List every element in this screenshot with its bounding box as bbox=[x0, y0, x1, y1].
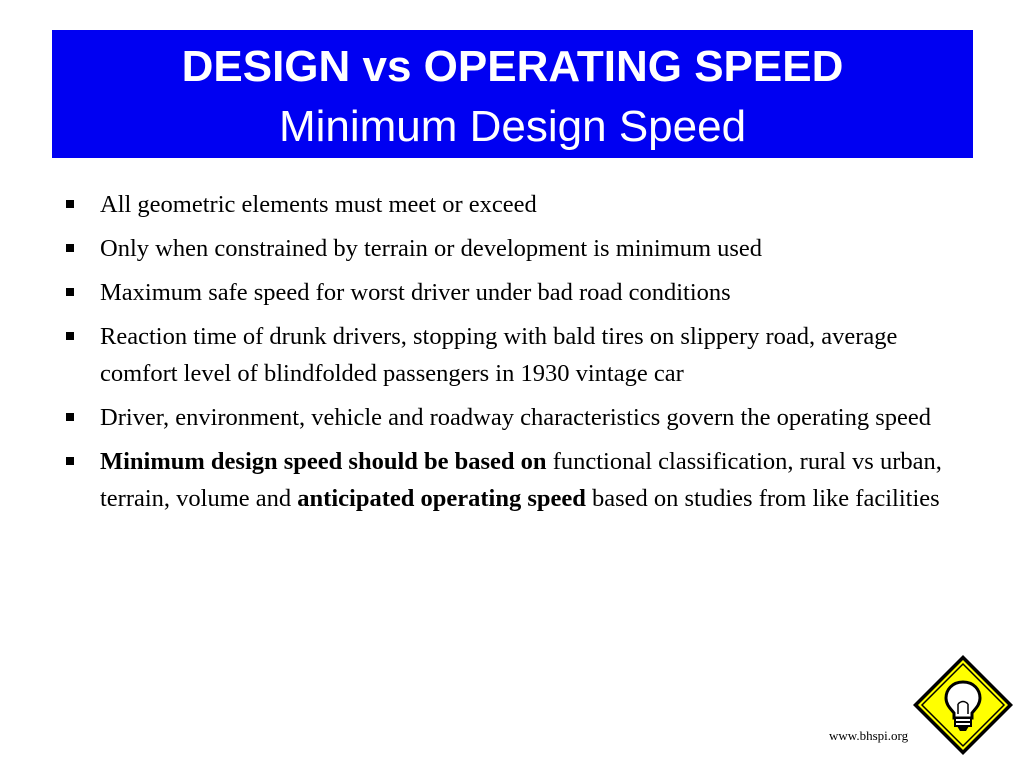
square-bullet-icon bbox=[66, 413, 74, 421]
slide-subtitle: Minimum Design Speed bbox=[278, 102, 747, 151]
bullet-item bbox=[60, 318, 970, 392]
bullet-bold-text: anticipated operating speed bbox=[297, 485, 586, 512]
bullet-text: Maximum safe speed for worst driver under bad road conditions bbox=[100, 279, 731, 306]
bullet-item bbox=[60, 230, 970, 267]
bullet-text: All geometric elements must meet or exceed bbox=[100, 191, 537, 218]
bullet-bold-text: Minimum design speed should be based on bbox=[100, 448, 547, 475]
bullet-text: based on studies from like facilities bbox=[585, 485, 940, 512]
bullet-item bbox=[60, 399, 970, 436]
footer-url: www.bhspi.org bbox=[829, 728, 909, 743]
bullet-item bbox=[60, 443, 970, 517]
title-banner bbox=[52, 30, 973, 158]
bullet-text: Only when constrained by terrain or development is minimum used bbox=[100, 235, 763, 262]
bullet-text: Driver, environment, vehicle and roadway characteristics govern the operating speed bbox=[100, 404, 932, 431]
slide-title: DESIGN vs OPERATING SPEED bbox=[181, 42, 844, 91]
square-bullet-icon bbox=[66, 244, 74, 252]
bullet-item bbox=[60, 274, 970, 311]
bullet-item bbox=[60, 186, 970, 223]
bullet-list bbox=[60, 186, 970, 524]
bullet-text: Reaction time of drunk drivers, stopping with bald tires on slippery road, average comfort level of blindfolded passengers in 1930 vintage car bbox=[100, 323, 898, 387]
bullet-text: functional classification, rural vs urban, terrain, volume and bbox=[100, 448, 942, 512]
lightbulb-warning-sign-icon bbox=[910, 652, 1016, 758]
square-bullet-icon bbox=[66, 457, 74, 465]
square-bullet-icon bbox=[66, 200, 74, 208]
square-bullet-icon bbox=[66, 332, 74, 340]
square-bullet-icon bbox=[66, 288, 74, 296]
